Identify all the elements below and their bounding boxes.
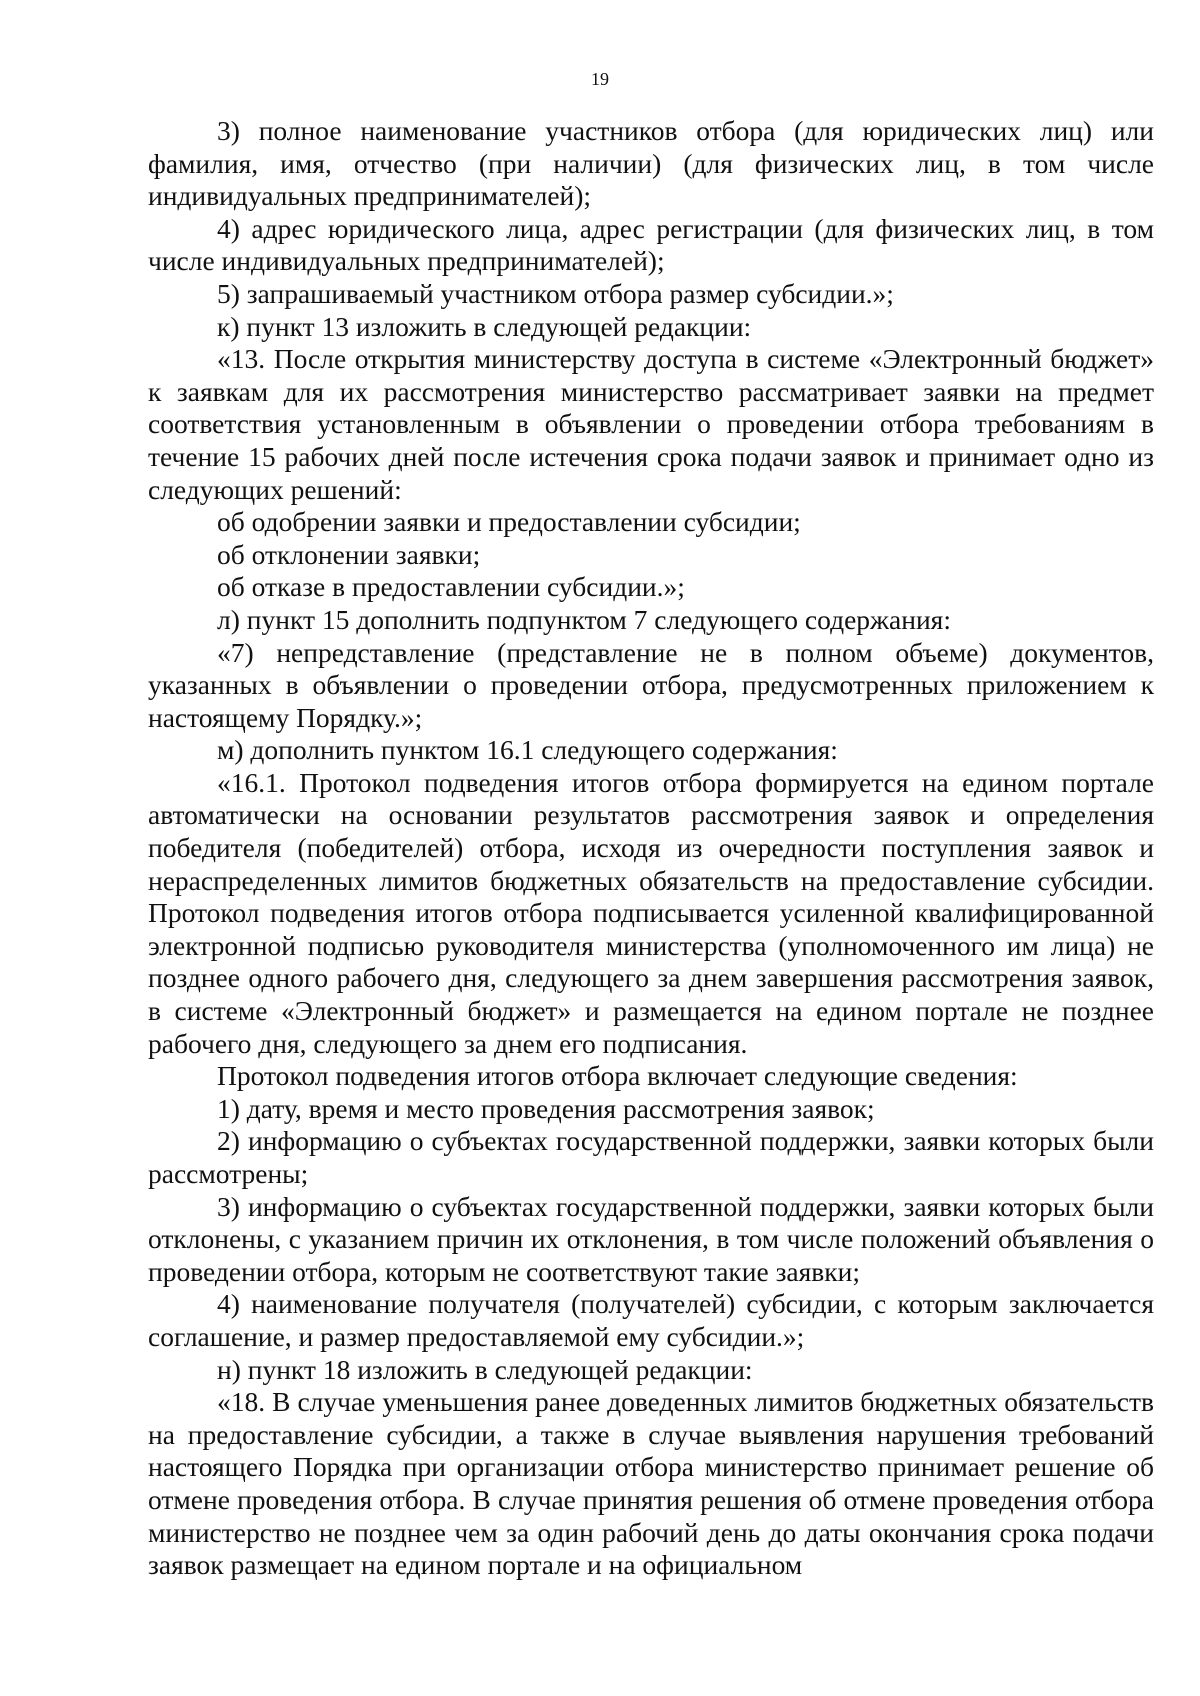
paragraph: 2) информацию о субъектах государственной поддержки, заявки которых были рассмотрены; (148, 1125, 1154, 1189)
paragraph: л) пункт 15 дополнить подпунктом 7 следующего содержания: (217, 603, 951, 635)
paragraph: 5) запрашиваемый участником отбора размер субсидии.»; (217, 277, 894, 309)
paragraph: об отказе в предоставлении субсидии.»; (217, 571, 685, 603)
paragraph: «16.1. Протокол подведения итогов отбора формируется на едином портале автоматически на основании результатов рассмотрения заявок и определения победителя (победителей) отбора, исходя из очередности поступления заявок и нераспределенных лимитов бюджетных обязательств на предоставление субсидии. Протокол подведения итогов отбора подписывается усиленной квалифицированной электронной подписью руководителя министерства (уполномоченного им лица) не позднее одного рабочего дня, следующего за днем завершения рассмотрения заявок, в системе «Электронный бюджет» и размещается на едином портале не позднее рабочего дня, следующего за днем его подписания. (148, 766, 1154, 1059)
paragraph: «18. В случае уменьшения ранее доведенных лимитов бюджетных обязательств на предоставление субсидии, а также в случае выявления нарушения требований настоящего Порядка при организации отбора министерство принимает решение об отмене проведения отбора. В случае принятия решения об отмене проведения отбора министерство не позднее чем за один рабочий день до даты окончания срока подачи заявок размещает на едином портале и на официальном (148, 1386, 1154, 1581)
paragraph: Протокол подведения итогов отбора включает следующие сведения: (217, 1060, 1018, 1092)
document-body (148, 115, 1154, 1582)
paragraph: 4) адрес юридического лица, адрес регистрации (для физических лиц, в том числе индивидуальных предпринимателей); (148, 212, 1154, 277)
paragraph: 4) наименование получателя (получателей) субсидии, с которым заключается соглашение, и размер предоставляемой ему субсидии.»; (148, 1288, 1154, 1352)
paragraph: «13. После открытия министерству доступа в системе «Электронный бюджет» к заявкам для их рассмотрения министерство рассматривает заявки на предмет соответствия установленным в объявлении о проведении отбора требованиям в течение 15 рабочих дней после истечения срока подачи заявок и принимает одно из следующих решений: (148, 343, 1154, 505)
paragraph: 1) дату, время и место проведения рассмотрения заявок; (217, 1092, 875, 1124)
paragraph: к) пункт 13 изложить в следующей редакции: (217, 310, 752, 342)
paragraph: об отклонении заявки; (217, 538, 481, 570)
paragraph: 3) полное наименование участников отбора (для юридических лиц) или фамилия, имя, отчество (при наличии) (для физических лиц, в том числе индивидуальных предпринимателей); (148, 115, 1154, 212)
paragraph: м) дополнить пунктом 16.1 следующего содержания: (217, 734, 838, 766)
paragraph: об одобрении заявки и предоставлении субсидии; (217, 506, 801, 538)
paragraph: 3) информацию о субъектах государственной поддержки, заявки которых были отклонены, с указанием причин их отклонения, в том числе положений объявления о проведении отбора, которым не соответствуют такие заявки; (148, 1190, 1154, 1287)
paragraph: н) пункт 18 изложить в следующей редакции: (217, 1353, 753, 1385)
page-number: 19 (591, 69, 609, 89)
paragraph: «7) непредставление (представление не в полном объеме) документов, указанных в объявлении о проведении отбора, предусмотренных приложением к настоящему Порядку.»; (148, 636, 1154, 733)
